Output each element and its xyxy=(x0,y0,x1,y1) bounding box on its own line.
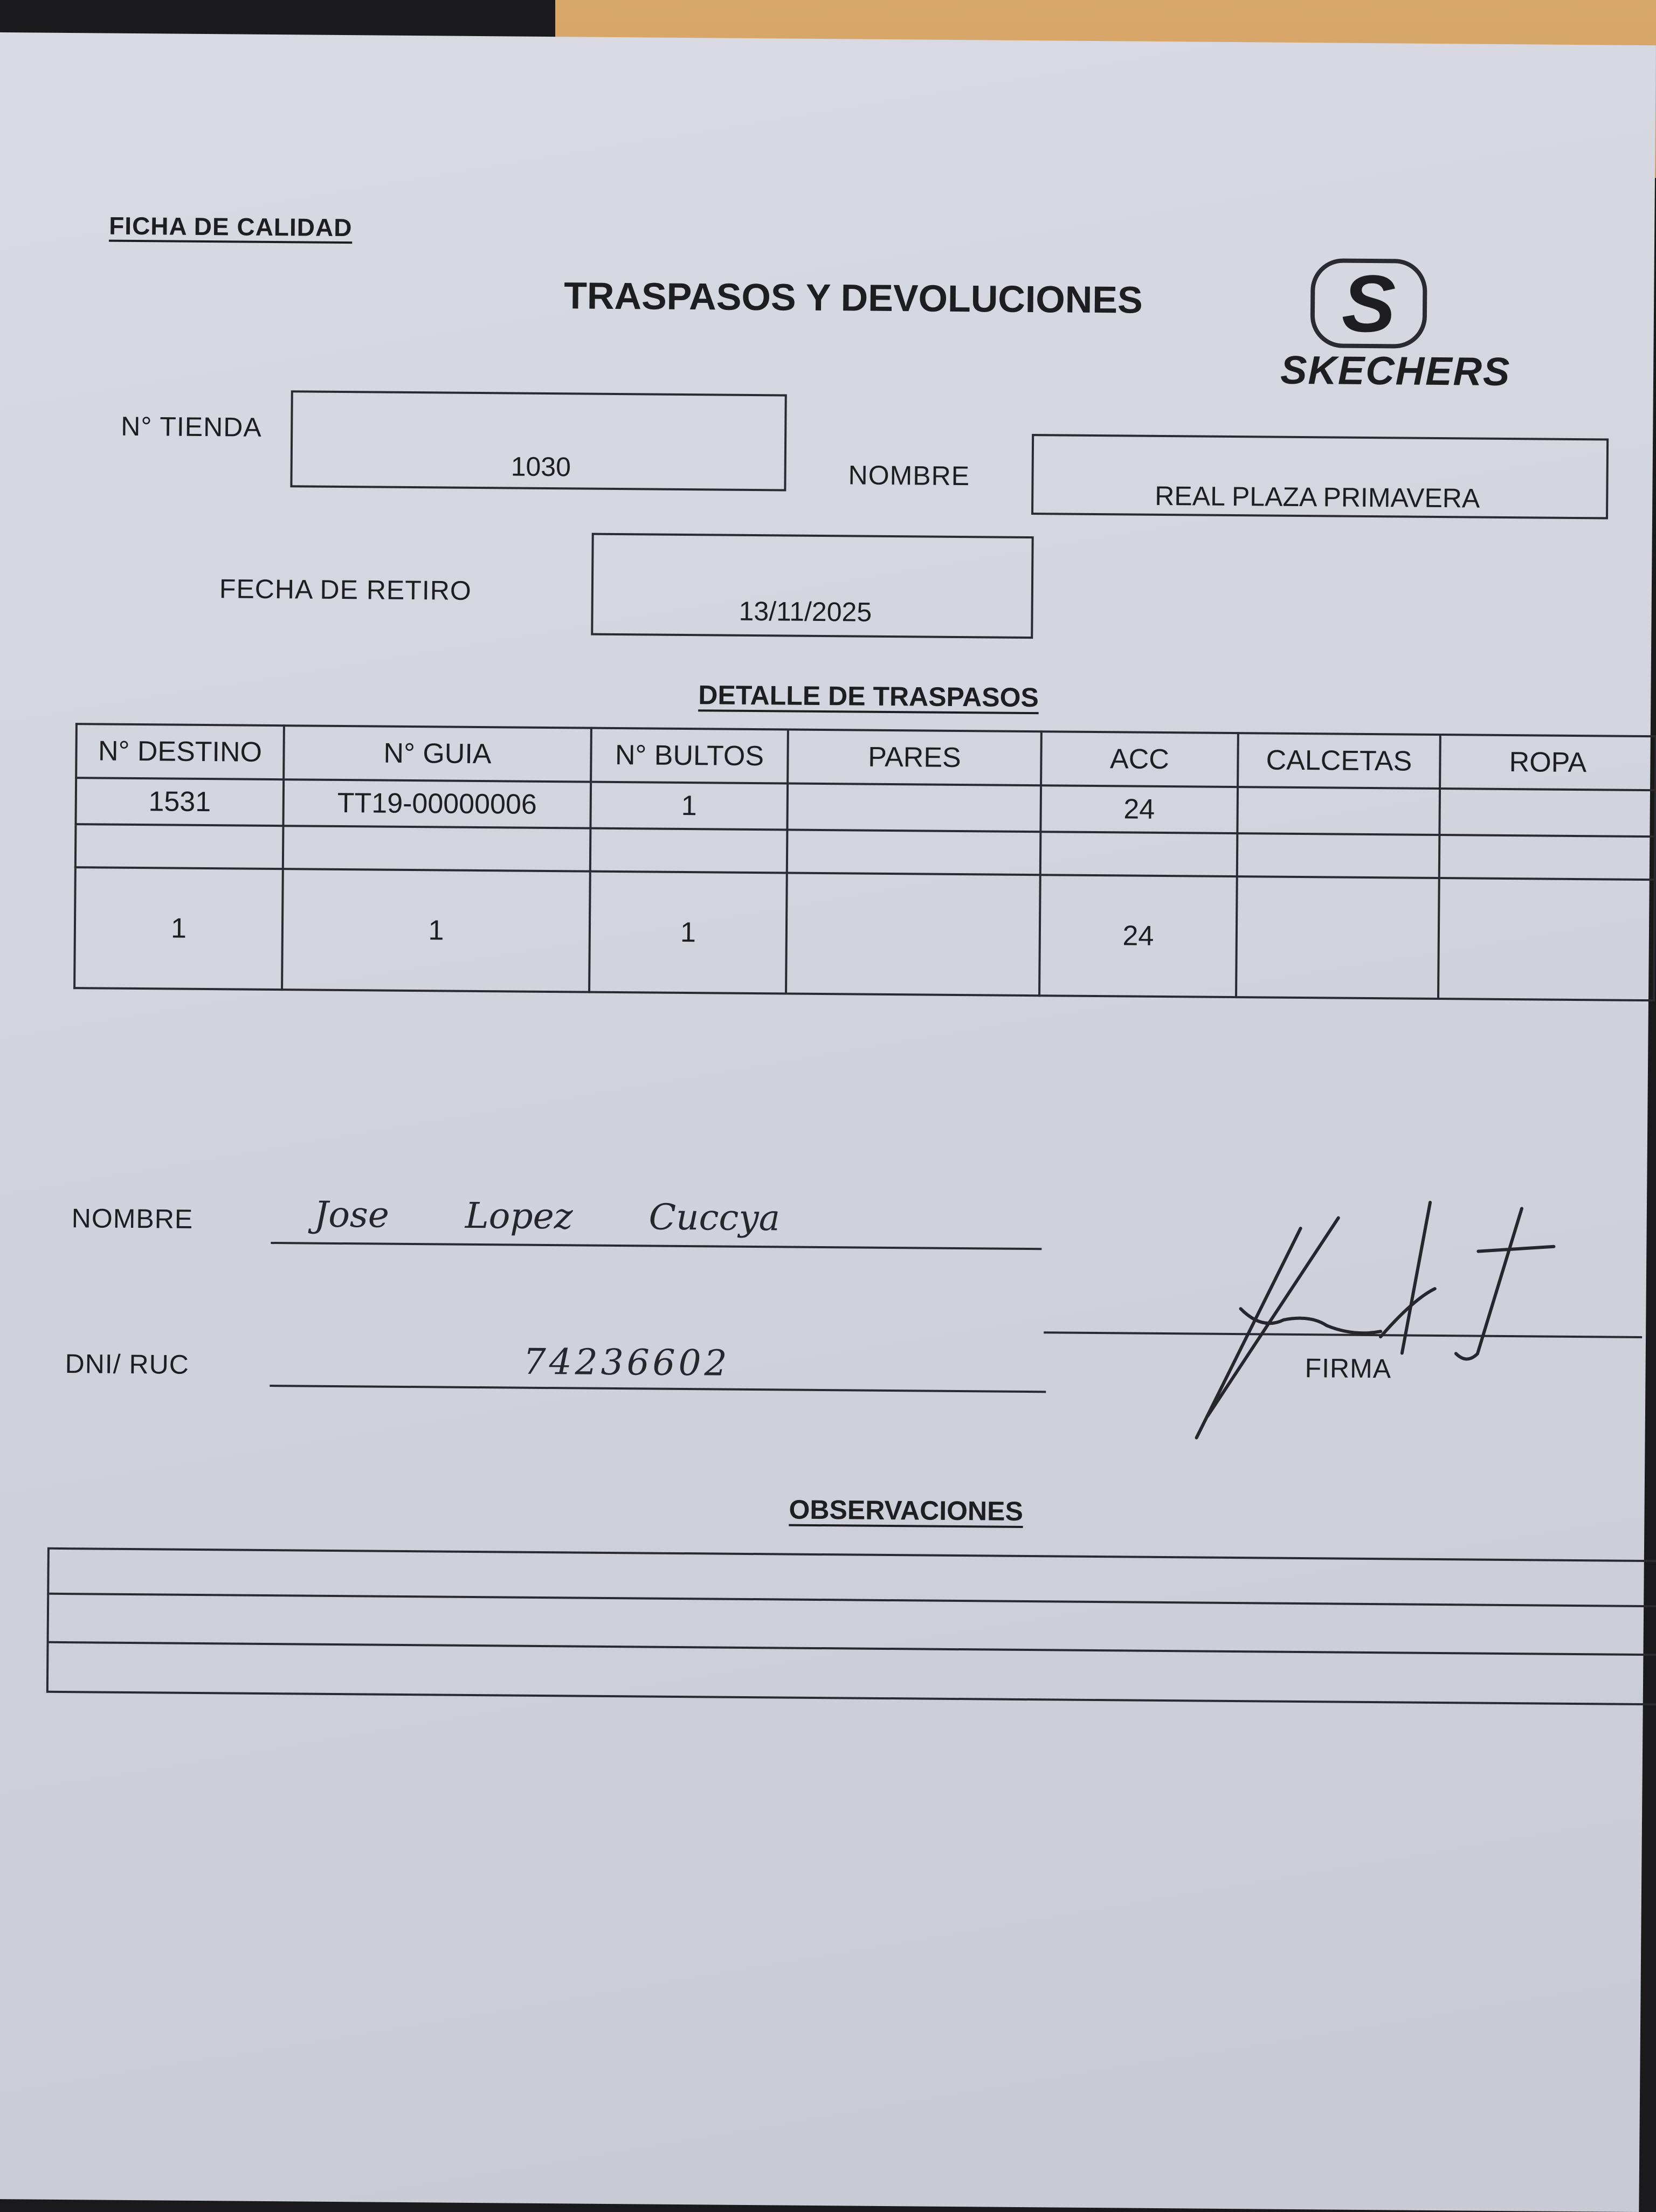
table-cell xyxy=(1040,832,1238,876)
total-cell xyxy=(1236,876,1439,999)
store-name-box xyxy=(1031,434,1609,519)
dni-ruc-value: 74236602 xyxy=(523,1340,730,1384)
store-number-label: N° TIENDA xyxy=(121,411,262,443)
total-cell xyxy=(786,873,1040,996)
col-bultos-header: N° BULTOS xyxy=(591,728,788,784)
table-cell xyxy=(1439,835,1655,880)
skechers-wordmark: SKECHERS xyxy=(1280,347,1511,395)
store-name-value: REAL PLAZA PRIMAVERA xyxy=(1155,480,1480,514)
col-ropa-header: ROPA xyxy=(1440,735,1656,790)
store-name-label: NOMBRE xyxy=(848,460,970,492)
table-cell xyxy=(590,828,788,873)
observations-box xyxy=(46,1547,1656,1706)
observations-rule xyxy=(49,1641,1656,1656)
transfer-detail-table xyxy=(73,723,1656,1001)
skechers-s-icon: S xyxy=(1310,258,1427,349)
table-cell xyxy=(283,826,591,871)
col-acc-header: ACC xyxy=(1041,731,1238,787)
col-destino-header: N° DESTINO xyxy=(76,724,284,779)
pickup-date-label: FECHA DE RETIRO xyxy=(219,573,472,606)
signer-name-line xyxy=(271,1242,1041,1250)
total-cell: 1 xyxy=(282,869,590,992)
total-cell xyxy=(1438,878,1655,1000)
signer-name-value: Jose Lopez Cuccya xyxy=(314,1193,781,1239)
total-cell: 1 xyxy=(74,867,283,990)
table-cell: TT19-00000006 xyxy=(283,779,591,828)
table-cell: 1 xyxy=(590,782,788,830)
pickup-date-value: 13/11/2025 xyxy=(739,596,872,627)
table-cell xyxy=(1237,833,1440,878)
total-cell: 24 xyxy=(1039,875,1237,997)
firma-label: FIRMA xyxy=(1305,1353,1392,1384)
skechers-logo xyxy=(1280,258,1562,400)
store-number-box xyxy=(290,390,786,491)
dni-ruc-line xyxy=(270,1385,1046,1393)
observations-rule xyxy=(49,1593,1656,1607)
form-title: TRASPASOS Y DEVOLUCIONES xyxy=(563,274,1143,321)
table-cell xyxy=(75,824,284,869)
dni-ruc-label: DNI/ RUC xyxy=(65,1349,190,1380)
col-pares-header: PARES xyxy=(788,730,1041,786)
table-cell xyxy=(787,830,1041,875)
handwritten-signature xyxy=(1175,1190,1608,1451)
store-number-value: 1030 xyxy=(510,451,571,482)
table-cell: 1531 xyxy=(75,778,284,826)
table-cell: 24 xyxy=(1040,785,1238,833)
signer-name-label: NOMBRE xyxy=(71,1203,194,1234)
col-calcetas-header: CALCETAS xyxy=(1238,733,1440,789)
detail-heading: DETALLE DE TRASPASOS xyxy=(698,680,1039,713)
pickup-date-box xyxy=(591,533,1033,639)
total-cell: 1 xyxy=(589,872,787,994)
table-cell xyxy=(787,784,1041,832)
table-cell xyxy=(1439,789,1655,837)
table-totals-row xyxy=(74,867,1655,1000)
col-guia-header: N° GUIA xyxy=(284,725,591,782)
quality-form-sheet xyxy=(0,32,1656,2212)
form-top-label: FICHA DE CALIDAD xyxy=(108,211,353,242)
table-cell xyxy=(1237,787,1440,835)
observations-heading: OBSERVACIONES xyxy=(789,1494,1024,1526)
